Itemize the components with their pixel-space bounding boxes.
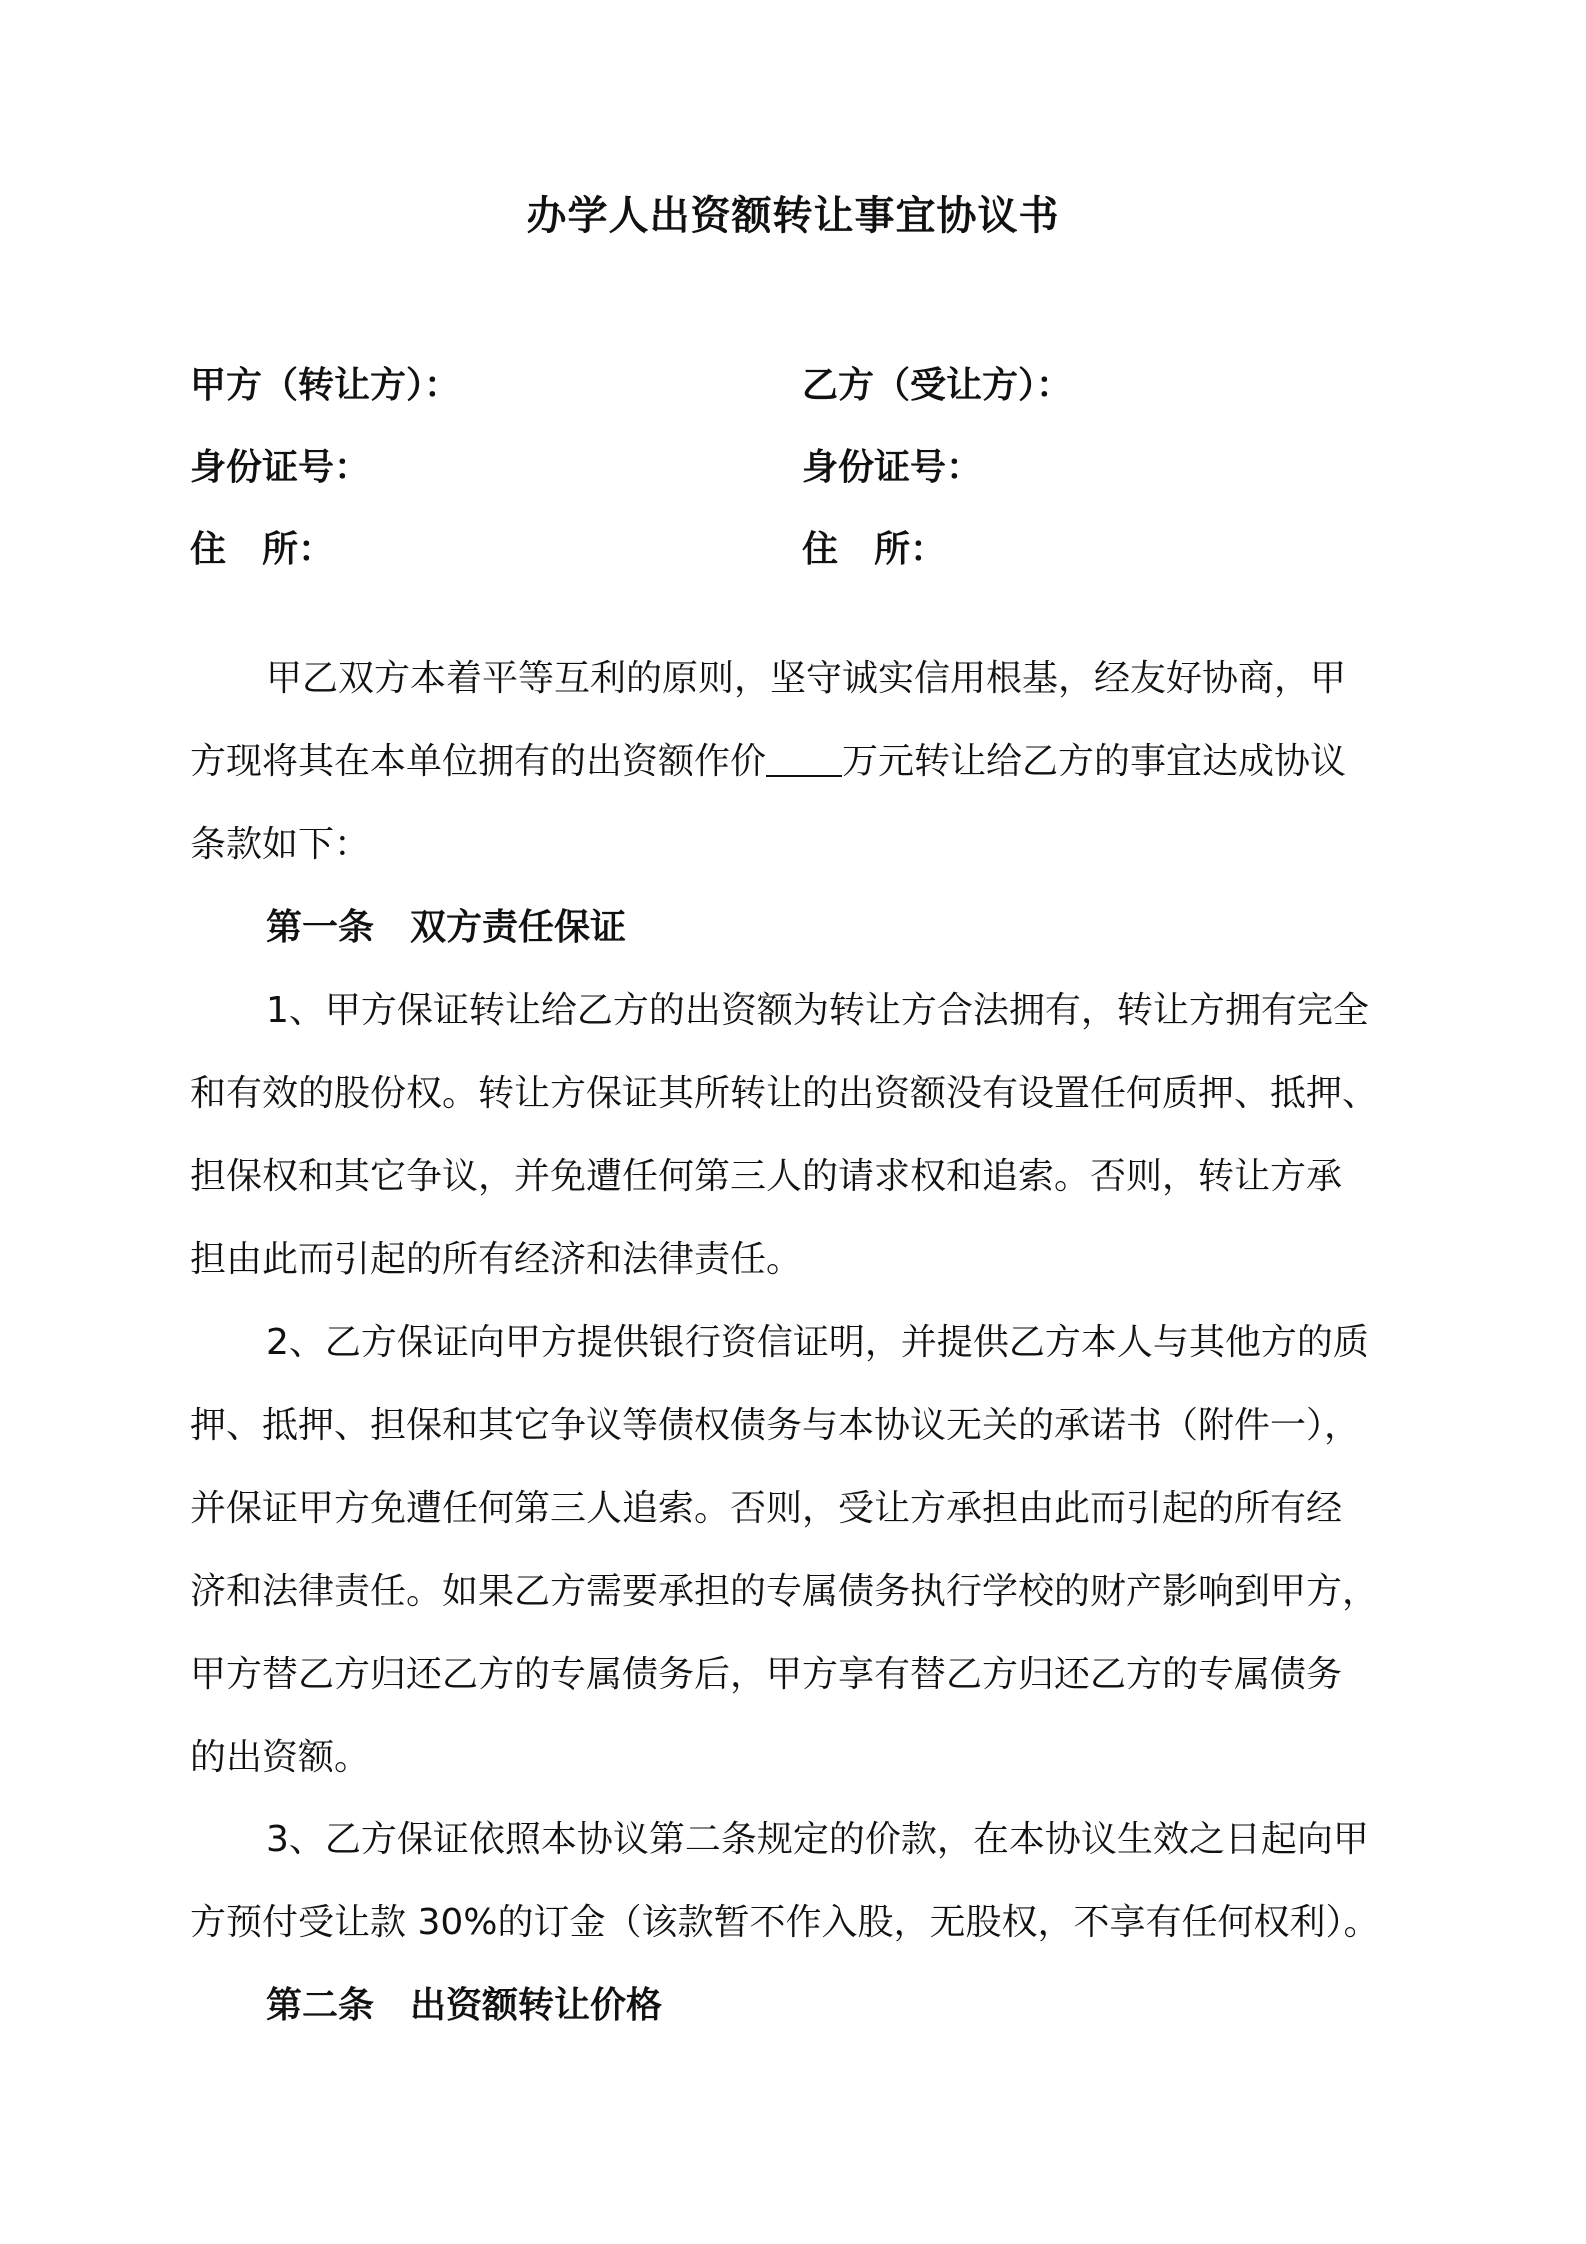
party-b-label: 乙方（受让方）： <box>802 365 1073 406</box>
clause-line: 担保权和其它争议，并免遭任何第三人的请求权和追索。否则，转让方承 <box>190 1156 1343 1197</box>
article-2-heading: 第二条 出资额转让价格 <box>266 1985 663 2026</box>
article-1-heading: 第一条 双方责任保证 <box>266 907 627 948</box>
clause-line: 甲方替乙方归还乙方的专属债务后，甲方享有替乙方归还乙方的专属债务 <box>190 1654 1343 1695</box>
intro-line-before: 方现将其在本单位拥有的出资额作价 <box>190 741 767 782</box>
clause-1 <box>190 969 1410 1301</box>
intro-line-with-blank <box>190 720 1410 803</box>
article-1-heading-block <box>190 886 1410 969</box>
clause-line: 1、甲方保证转让给乙方的出资额为转让方合法拥有，转让方拥有完全 <box>266 990 1369 1031</box>
clause-line: 押、抵押、担保和其它争议等债权债务与本协议无关的承诺书（附件一）， <box>190 1405 1361 1446</box>
party-row-id <box>190 438 1410 498</box>
price-blank <box>766 735 842 777</box>
clause-2 <box>190 1301 1410 1799</box>
clause-line: 和有效的股份权。转让方保证其所转让的出资额没有设置任何质押、抵押、 <box>190 1073 1379 1114</box>
clause-line: 济和法律责任。如果乙方需要承担的专属债务执行学校的财产影响到甲方， <box>190 1571 1379 1612</box>
document-title: 办学人出资额转让事宜协议书 <box>526 193 1060 239</box>
party-a-label: 甲方（转让方）： <box>190 365 461 406</box>
intro-line: 条款如下： <box>190 824 371 865</box>
party-row-address <box>190 520 1410 580</box>
intro-paragraph <box>190 637 1410 886</box>
party-a-id-label: 身份证号： <box>190 447 371 488</box>
clause-line: 的出资额。 <box>190 1737 371 1778</box>
intro-line: 甲乙双方本着平等互利的原则，坚守诚实信用根基，经友好协商，甲 <box>266 658 1347 699</box>
party-b-id-label: 身份证号： <box>802 447 983 488</box>
article-2-heading-block <box>190 1964 1410 2047</box>
clause-line: 担由此而引起的所有经济和法律责任。 <box>190 1239 803 1280</box>
clause-line: 3、乙方保证依照本协议第二条规定的价款，在本协议生效之日起向甲 <box>266 1819 1369 1860</box>
party-row-names <box>190 356 1410 416</box>
clause-line: 2、乙方保证向甲方提供银行资信证明，并提供乙方本人与其他方的质 <box>266 1322 1369 1363</box>
party-a-address-label: 住 所： <box>190 529 335 570</box>
clause-3 <box>190 1798 1410 1964</box>
clause-line: 并保证甲方免遭任何第三人追索。否则，受让方承担由此而引起的所有经 <box>190 1488 1343 1529</box>
party-b-address-label: 住 所： <box>802 529 947 570</box>
clause-line: 方预付受让款 30%的订金（该款暂不作入股，无股权，不享有任何权利）。 <box>190 1902 1380 1943</box>
intro-line-after: 万元转让给乙方的事宜达成协议 <box>842 741 1347 782</box>
